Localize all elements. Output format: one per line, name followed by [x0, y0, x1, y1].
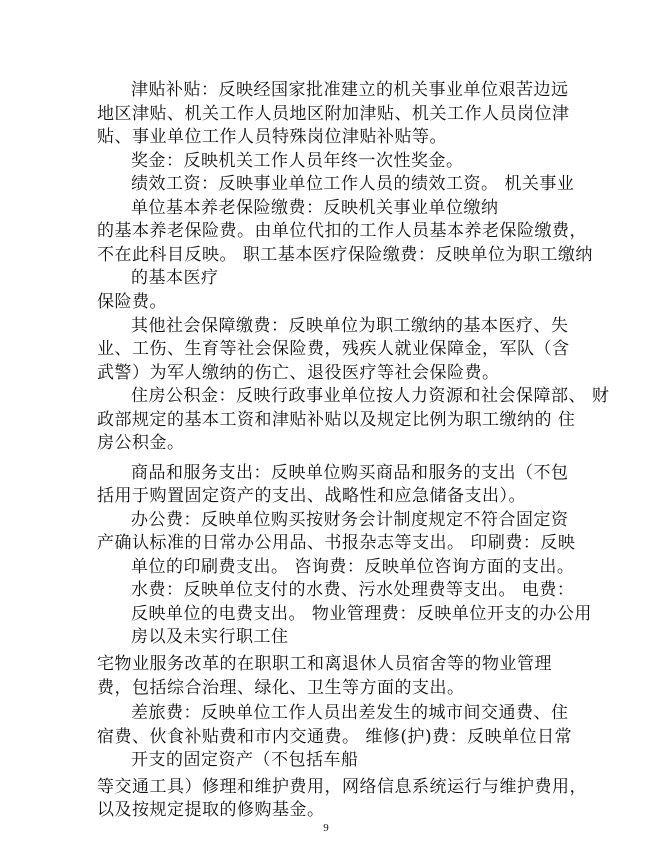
- text-line: 商品和服务支出：反映单位购买商品和服务的支出（不包: [131, 463, 569, 483]
- text-line: 以及按规定提取的修购基金。: [97, 800, 325, 820]
- text-line: 等交通工具）修理和维护费用，网络信息系统运行与维护费用，: [97, 777, 587, 797]
- text-line: 括用于购置固定资产的支出、战略性和应急储备支出）。: [97, 486, 526, 506]
- text-line: 房以及未实行职工住: [131, 627, 289, 647]
- text-line: 的基本养老保险费。由单位代扣的工作人员基本养老保险缴费，: [97, 221, 587, 241]
- text-line: 反映单位的电费支出。 物业管理费：反映单位开支的办公用: [131, 604, 592, 624]
- text-line: 开支的固定资产（不包括车船: [131, 750, 359, 770]
- text-line: 其他社会保障缴费：反映单位为职工缴纳的基本医疗、失: [131, 316, 569, 336]
- text-line: 保险费。: [97, 292, 167, 312]
- text-line: 业、工伤、生育等社会保险费，残疾人就业保障金，军队（含: [97, 339, 570, 359]
- text-line: 贴、事业单位工作人员特殊岗位津贴补贴等。: [97, 127, 447, 147]
- text-line: 费，包括综合治理、绿化、卫生等方面的支出。: [97, 678, 465, 698]
- text-line: 产确认标准的日常办公用品、书报杂志等支出。 印刷费：反映: [97, 533, 576, 553]
- text-line: 绩效工资：反映事业单位工作人员的绩效工资。 机关事业: [131, 174, 575, 194]
- text-line: 政部规定的基本工资和津贴补贴以及规定比例为职工缴纳的 住: [97, 410, 576, 430]
- text-line: 房公积金。: [97, 433, 185, 453]
- text-line: 宅物业服务改革的在职职工和离退休人员宿舍等的物业管理: [97, 654, 552, 674]
- text-line: 津贴补贴：反映经国家批准建立的机关事业单位艰苦边远: [131, 80, 569, 100]
- text-line: 不在此科目反映。 职工基本医疗保险缴费：反映单位为职工缴纳: [97, 245, 593, 265]
- text-line: 宿费、伙食补贴费和市内交通费。 维修(护)费：反映单位日常: [97, 727, 573, 747]
- text-line: 水费：反映单位支付的水费、污水处理费等支出。 电费：: [131, 580, 575, 600]
- text-line: 武警）为军人缴纳的伤亡、退役医疗等社会保险费。: [97, 363, 500, 383]
- text-line: 差旅费：反映单位工作人员出差发生的城市间交通费、住: [131, 703, 569, 723]
- text-line: 地区津贴、机关工作人员地区附加津贴、机关工作人员岗位津: [97, 104, 570, 124]
- text-line: 住房公积金：反映行政事业单位按人力资源和社会保障部、 财: [131, 386, 610, 406]
- text-line: 的基本医疗: [131, 268, 219, 288]
- page-number: 9: [323, 822, 329, 834]
- text-line: 奖金：反映机关工作人员年终一次性奖金。: [131, 151, 464, 171]
- text-line: 办公费：反映单位购买按财务会计制度规定不符合固定资: [131, 510, 569, 530]
- text-line: 单位的印刷费支出。 咨询费：反映单位咨询方面的支出。: [131, 557, 575, 577]
- text-line: 单位基本养老保险缴费：反映机关事业单位缴纳: [131, 198, 499, 218]
